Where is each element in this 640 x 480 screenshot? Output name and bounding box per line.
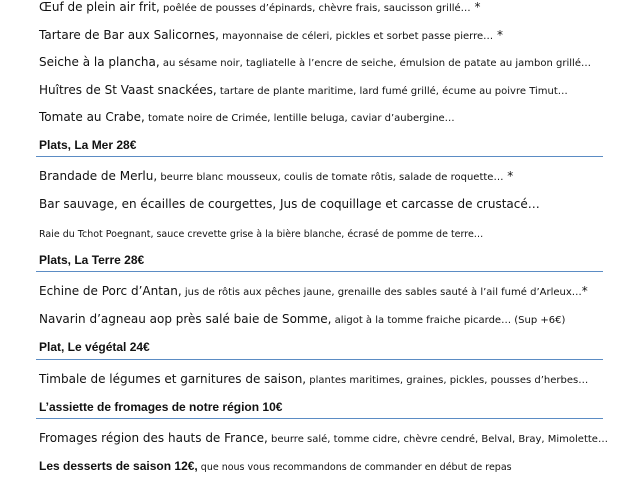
dish-description: tartare de plante maritime, lard fumé grillé, écume au poivre Timut… bbox=[216, 86, 568, 97]
dish-description: tomate noire de Crimée, lentille beluga, caviar d’aubergine… bbox=[144, 113, 455, 124]
dish-description: plantes maritimes, graines, pickles, pousses d’herbes… bbox=[306, 375, 589, 386]
section-heading-vegetal: Plat, Le végétal 24€ bbox=[39, 340, 150, 354]
dish-name: Brandade de Merlu, bbox=[39, 169, 158, 183]
dish-name: Raie du Tchot Poegnant, sauce crevette grise à la bière blanche, écrasé de pomme de terre… bbox=[39, 229, 484, 240]
dish-name: Timbale de légumes et garnitures de saison, bbox=[39, 372, 307, 386]
menu-item bbox=[39, 372, 588, 388]
menu-item bbox=[39, 431, 608, 447]
section-divider bbox=[36, 359, 603, 360]
dish-name: Bar sauvage, en écailles de courgettes, Jus de coquillage et carcasse de crustacé… bbox=[39, 197, 540, 211]
dish-description: beurre salé, tomme cidre, chèvre cendré, Belval, Bray, Mimolette… bbox=[267, 434, 608, 445]
dish-marker: * bbox=[581, 284, 588, 298]
dish-description: jus de rôtis aux pêches jaune, grenaille des sables sauté à l’ail fumé d’Arleux… bbox=[181, 287, 582, 298]
dish-name: Œuf de plein air frit, bbox=[39, 0, 160, 14]
menu-item bbox=[39, 284, 588, 300]
section-divider bbox=[36, 271, 603, 272]
menu-item bbox=[39, 28, 503, 44]
menu-item bbox=[39, 197, 540, 211]
dish-description: poêlée de pousses d’épinards, chèvre frais, saucisson grillé… bbox=[159, 3, 471, 14]
dish-description: aligot à la tomme fraiche picarde… (Sup +6€) bbox=[331, 315, 566, 326]
dish-name: Echine de Porc d’Antan, bbox=[39, 284, 182, 298]
dish-marker: * bbox=[493, 28, 503, 42]
menu-item bbox=[39, 55, 591, 71]
dish-name: Navarin d’agneau aop près salé baie de Somme, bbox=[39, 312, 332, 326]
section-divider bbox=[36, 418, 603, 419]
section-heading-terre: Plats, La Terre 28€ bbox=[39, 253, 145, 267]
menu-item bbox=[39, 110, 455, 126]
desserts-note: que nous vous recommandons de commander en début de repas bbox=[197, 462, 512, 473]
dish-marker: * bbox=[470, 0, 481, 14]
menu-item bbox=[39, 169, 513, 185]
dish-name: Seiche à la plancha, bbox=[39, 55, 160, 69]
dish-name: Fromages région des hauts de France, bbox=[39, 431, 268, 445]
menu-item bbox=[39, 226, 483, 242]
menu-item bbox=[39, 312, 565, 328]
dish-name: Huîtres de St Vaast snackées, bbox=[39, 83, 217, 97]
dish-name: Tomate au Crabe, bbox=[39, 110, 145, 124]
section-heading-desserts bbox=[39, 459, 512, 475]
dish-description: au sésame noir, tagliatelle à l’encre de seiche, émulsion de patate au jambon grillé… bbox=[159, 58, 591, 69]
dish-marker: * bbox=[503, 169, 514, 183]
section-divider bbox=[36, 156, 603, 157]
section-heading-mer: Plats, La Mer 28€ bbox=[39, 138, 137, 152]
dish-name: Tartare de Bar aux Salicornes, bbox=[39, 28, 219, 42]
menu-item bbox=[39, 0, 480, 16]
dish-description: beurre blanc mousseux, coulis de tomate rôtis, salade de roquette… bbox=[157, 172, 504, 183]
menu-item bbox=[39, 83, 568, 99]
dish-description: mayonnaise de céleri, pickles et sorbet passe pierre… bbox=[218, 31, 494, 42]
desserts-title: Les desserts de saison 12€, bbox=[39, 459, 198, 473]
section-heading-fromages: L’assiette de fromages de notre région 10€ bbox=[39, 400, 283, 414]
